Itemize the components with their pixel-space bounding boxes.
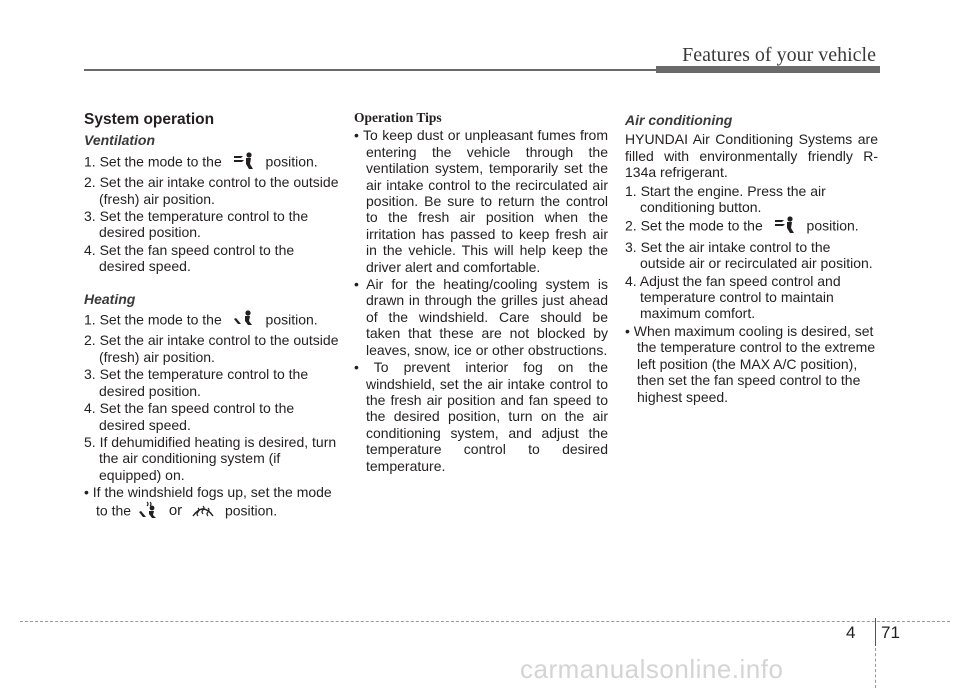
column-left bbox=[84, 110, 339, 523]
ventilation-step-3: 3. Set the temperature control to the desired position. bbox=[84, 208, 309, 241]
heating-bullet-fog: • If the windshield fogs up, set the mode to the or position. bbox=[84, 484, 339, 522]
ac-bullet-max-cooling: • When maximum cooling is desired, set the temperature control to the extreme left position (the MAX A/C position), then set the fan speed control to the highest speed. bbox=[625, 322, 876, 405]
face-vent-mode-icon bbox=[232, 152, 256, 173]
ac-step-3: 3. Set the air intake control to the outside air or recirculated air position. bbox=[625, 238, 873, 272]
subtitle-ventilation: Ventilation bbox=[84, 132, 156, 149]
ventilation-step-1: 1. Set the mode to the position. bbox=[84, 152, 339, 173]
heating-step-2: 2. Set the air intake control to the outside (fresh) air position. bbox=[84, 332, 339, 365]
subtitle-air-conditioning: Air conditioning bbox=[625, 112, 733, 128]
heating-step-3: 3. Set the temperature control to the desired position. bbox=[84, 366, 309, 399]
footer-dashed-rule bbox=[20, 621, 950, 622]
heating-step-5: 5. If dehumidified heating is desired, turn the air conditioning system (if equipped) on. bbox=[84, 433, 337, 483]
face-vent-mode-icon bbox=[773, 216, 797, 237]
section-title-system-operation: System operation bbox=[84, 111, 215, 128]
page-header-title: Features of your vehicle bbox=[682, 44, 876, 66]
floor-mode-icon bbox=[232, 310, 256, 331]
watermark-text: carmanualsonline.info bbox=[520, 654, 784, 684]
air-conditioning-intro: HYUNDAI Air Conditioning Systems are filled with environmentally friendly R-134a refrigerant. bbox=[625, 131, 878, 181]
heating-step-4: 4. Set the fan speed control to the desired speed. bbox=[84, 400, 295, 433]
heating-step-1: 1. Set the mode to the position. bbox=[84, 310, 339, 331]
operation-tip-3: • To prevent interior fog on the windshield, set the air intake control to the fresh air position and fan speed to the desired position, turn on the air conditioning system, and adjust the temperature control to desired temperature. bbox=[354, 359, 608, 474]
ac-step-4: 4. Adjust the fan speed control and temperature control to maintain maximum comfort. bbox=[625, 272, 841, 322]
ac-step-1: 1. Start the engine. Press the air conditioning button. bbox=[625, 182, 826, 216]
footer-dashed-vertical bbox=[875, 648, 876, 688]
ventilation-step-2: 2. Set the air intake control to the outside (fresh) air position. bbox=[84, 174, 339, 207]
ac-step-2: 2. Set the mode to the position. bbox=[625, 216, 878, 237]
column-right bbox=[625, 110, 878, 406]
windshield-defrost-icon bbox=[191, 501, 215, 522]
floor-defrost-mode-icon bbox=[138, 501, 160, 522]
operation-tip-1: • To keep dust or unpleasant fumes from entering the vehicle through the ventilation system, temporarily set the air intake control to the recirculated air position. Be sure to return the control to the fresh air position when the irritation has passed to keep fresh air in the vehicle. This will help keep the driver alert and comfortable. bbox=[354, 127, 608, 275]
page-number: 71 bbox=[881, 623, 900, 642]
page-number-divider bbox=[875, 618, 876, 646]
operation-tips-title: Operation Tips bbox=[354, 110, 442, 125]
chapter-number: 4 bbox=[846, 623, 856, 642]
header-tab-bar bbox=[656, 66, 880, 73]
ventilation-step-4: 4. Set the fan speed control to the desired speed. bbox=[84, 241, 295, 275]
operation-tip-2: • Air for the heating/cooling system is drawn in through the grilles just ahead of the windshield. Care should be taken that these are not blocked by leaves, snow, ice or other obstructions. bbox=[354, 276, 608, 358]
column-middle bbox=[354, 110, 608, 475]
subtitle-heating: Heating bbox=[84, 290, 136, 307]
